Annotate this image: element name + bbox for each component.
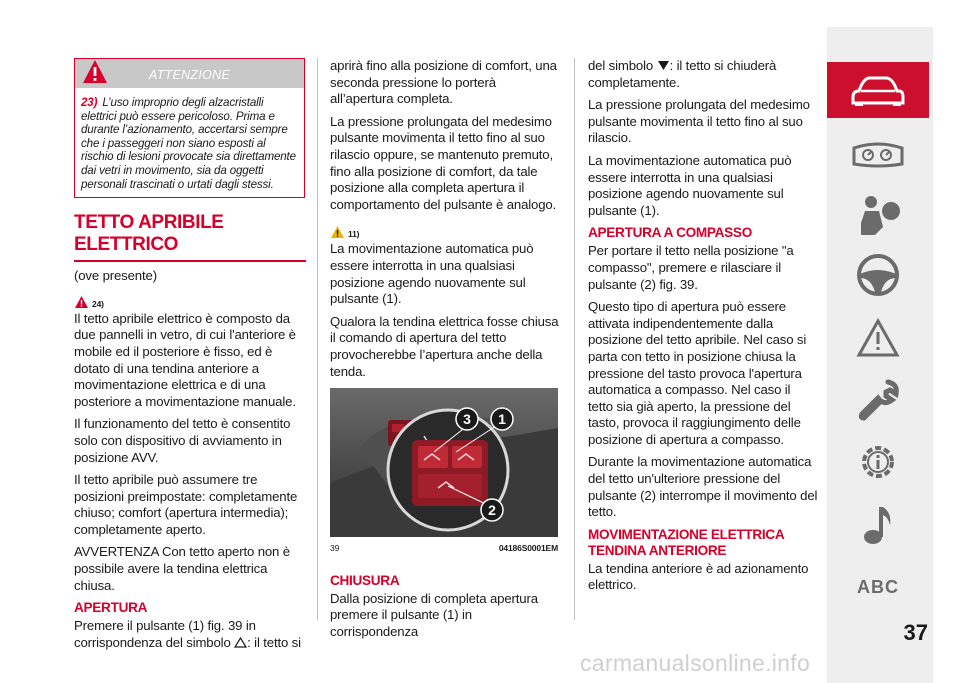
subtitle: (ove presente) [74, 268, 157, 284]
steering-wheel-icon [855, 252, 901, 298]
car-icon [851, 73, 905, 107]
sidebar-item-maintenance[interactable] [827, 372, 929, 428]
warning-text-block [75, 88, 304, 197]
paragraph: Il tetto apribile elettrico è composto da due pannelli in vetro, di cui l'anteriore è mobile ed il posteriore è fisso, ed è dotato di una tendina anteriore a movimentazione elettrica e di una posteriore a movimentazione manuale. [74, 310, 296, 409]
heading-movimentazione: MOVIMENTAZIONE ELETTRICA TENDINA ANTERIORE [588, 526, 784, 558]
sidebar-item-index[interactable] [827, 559, 929, 615]
warning-triangle-icon [856, 318, 900, 358]
ref-11 [330, 219, 562, 239]
warning-title: ATTENZIONE [148, 68, 231, 82]
heading-apertura-compasso: APERTURA A COMPASSO [588, 225, 752, 241]
music-note-icon [860, 503, 896, 547]
callout-label: 1 [498, 411, 506, 428]
small-warning-icon [74, 295, 89, 309]
paragraph: La pressione prolungata del medesimo pulsante movimenta il tetto fino al suo rilascio. [588, 97, 810, 146]
paragraph: Durante la movimentazione automatica del tetto un'ulteriore pressione del pulsante (2) interrompe il movimento del tetto. [588, 454, 818, 520]
paragraph: Qualora la tendina elettrica fosse chiusa il comando di apertura del tetto provocherebbe l’apertura anche della tenda. [330, 313, 559, 379]
sidebar-item-dashboard[interactable] [827, 127, 929, 183]
open-triangle-symbol-icon [234, 637, 247, 648]
warning-text: L’uso improprio degli alzacristalli elettrici può essere pericoloso. Prima e durante l’azionamento, accertarsi sempre che i passeggeri non siano esposti al rischio di lesioni provocate sia direttamente dai vetri in movimento, sia da oggetti personali trascinati o urtati dagli stessi. [81, 96, 296, 191]
ref-24 [74, 289, 306, 309]
paragraph: Dalla posizione di completa apertura premere il pulsante (1) in corrispondenza [330, 590, 538, 639]
page-number: 37 [903, 620, 928, 645]
paragraph: Per portare il tetto nella posizione "a compasso", premere e rilasciare il pulsante (2) fig. 39. [588, 243, 794, 292]
wrench-icon [856, 378, 900, 422]
paragraph: aprirà fino alla posizione di comfort, una seconda pressione lo porterà all’apertura completa. [330, 58, 557, 107]
sidebar-item-driving[interactable] [827, 247, 929, 303]
sidebar-item-emergency[interactable] [827, 310, 929, 366]
figure-39 [330, 388, 558, 537]
paragraph: La tendina anteriore è ad azionamento elettrico. [588, 560, 809, 593]
column-divider [317, 58, 318, 620]
paragraph [588, 58, 818, 91]
warning-box [74, 58, 305, 198]
sidebar-item-car[interactable] [827, 62, 929, 118]
airbag-icon [853, 193, 903, 237]
column-3 [588, 58, 818, 600]
figure-caption [330, 540, 558, 557]
callout-label: 3 [463, 411, 471, 428]
paragraph [74, 618, 306, 651]
sidebar-item-multimedia[interactable] [827, 497, 929, 553]
section-title: TETTO APRIBILE ELETTRICO [74, 212, 306, 262]
abc-index-label: ABC [857, 576, 899, 597]
gear-info-icon [855, 439, 901, 485]
figure-number: 39 [330, 543, 340, 554]
ref-11-label: 11) [348, 229, 360, 240]
sidebar-item-technical-data[interactable] [827, 434, 929, 490]
text: Premere il pulsante (1) fig. 39 in corrispondenza del simbolo [74, 618, 256, 650]
heading-apertura: APERTURA [74, 600, 148, 616]
paragraph: La movimentazione automatica può essere interrotta in una qualsiasi posizione agendo nuovamente sul pulsante (1). [588, 152, 792, 218]
text: : il tetto si [247, 634, 301, 650]
dashboard-icon [850, 140, 906, 170]
paragraph: Il tetto apribile può assumere tre posizioni preimpostate: completamente chiuso; comfort (apertura intermedia); completamente aperto. [74, 472, 298, 537]
heading-chiusura: CHIUSURA [330, 572, 400, 588]
filled-down-triangle-icon [657, 60, 670, 71]
paragraph: La movimentazione automatica può essere interrotta in una qualsiasi posizione agendo nuovamente sul pulsante (1). [330, 241, 534, 307]
paragraph: Questo tipo di apertura può essere attivata indipendentemente dalla posizione del tetto apribile. Nel caso si parta con tetto in posizione chiusa la pressione del tasto provoca l'apertura automatica a compasso. Nel caso il tetto sia già aperto, la pressione del tasto, provoca il raggiungimento delle posizione di apertura a compasso. [588, 299, 807, 447]
small-caution-icon [330, 225, 345, 239]
callout-label: 2 [488, 502, 496, 519]
text: : il tetto si chiuderà completamente. [588, 58, 777, 90]
roof-control-photo [330, 388, 558, 537]
chapter-sidebar [827, 27, 933, 683]
column-divider [574, 58, 575, 620]
warning-header [75, 59, 304, 88]
figure-code: 04186S0001EM [498, 543, 558, 554]
text: del simbolo [588, 58, 654, 73]
column-1 [74, 58, 306, 657]
sidebar-item-safety[interactable] [827, 187, 929, 243]
warning-ref: 23) [81, 96, 98, 109]
paragraph: AVVERTENZA Con tetto aperto non è possibile avere la tendina elettrica chiusa. [74, 544, 290, 593]
watermark: carmanualsonline.info [580, 650, 811, 676]
ref-24-label: 24) [92, 298, 104, 309]
column-2 [330, 58, 562, 646]
paragraph: Il funzionamento del tetto è consentito solo con dispositivo di avviamento in posizione AVV. [74, 416, 291, 465]
paragraph: La pressione prolungata del medesimo pulsante movimenta il tetto fino al suo rilascio oppure, se mantenuto premuto, fino alla posizione di comfort, da tale posizione alla completa apertura il comportamento del pulsante è analogo. [330, 113, 557, 212]
